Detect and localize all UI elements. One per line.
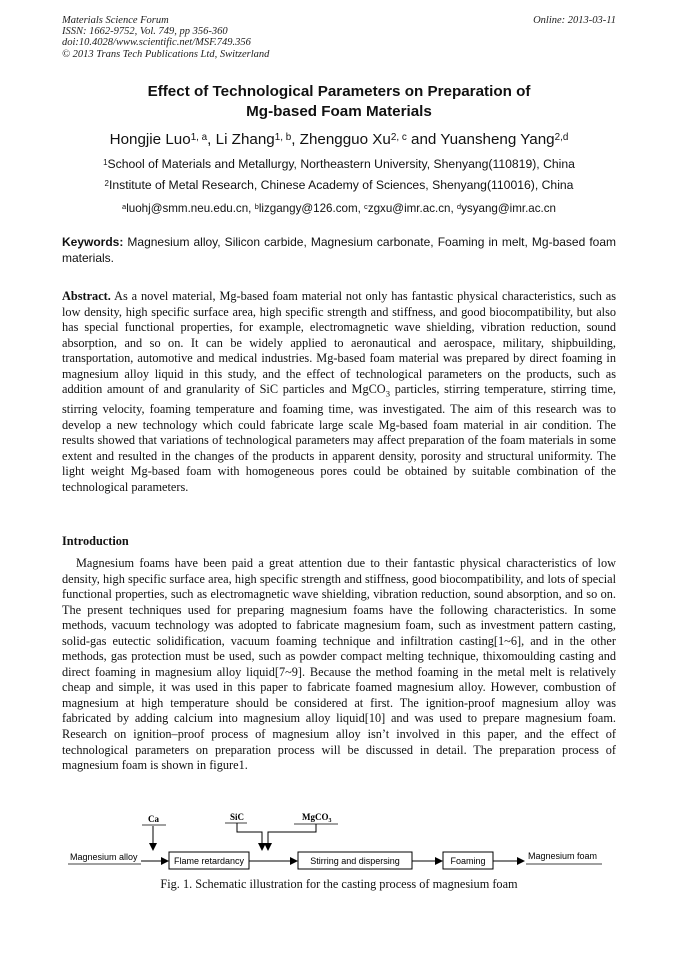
issn-line: ISSN: 1662-9752, Vol. 749, pp 356-360	[62, 26, 228, 38]
author-separator: ,	[207, 131, 216, 148]
author-separator: and	[406, 131, 441, 148]
affiliation-text: Institute of Metal Research, Chinese Academy of Sciences, Shenyang(110016), China	[108, 178, 574, 192]
author-name: Li Zhang	[215, 131, 275, 148]
author-name: Zhengguo Xu	[299, 131, 391, 148]
abstract-paragraph	[62, 289, 616, 496]
keywords-label: Keywords:	[62, 235, 124, 249]
start-label-magnesium-alloy: Magnesium alloy	[70, 852, 138, 862]
email-address: luohj@smm.neu.edu.cn,	[126, 202, 255, 215]
online-date: Online: 2013-03-11	[533, 15, 616, 26]
end-label-magnesium-foam: Magnesium foam	[528, 851, 598, 861]
journal-header	[62, 15, 616, 60]
step-label-foaming: Foaming	[450, 856, 486, 866]
mgco3-feed-arrow	[268, 824, 316, 850]
abstract-subscript: 3	[385, 388, 391, 399]
author-list	[62, 130, 616, 150]
email-mark: a	[122, 202, 127, 211]
author-affil-mark: 2, c	[390, 132, 407, 143]
affiliation-1	[62, 157, 616, 172]
author-emails	[62, 201, 616, 216]
email-mark: c	[364, 202, 368, 211]
abstract-label: Abstract.	[62, 289, 111, 303]
email-mark: b	[254, 202, 259, 211]
abstract-text-part-1: As a novel material, Mg-based foam material not only has fantastic physical characteristics, such as low density, high specific surface area, high specific strength and stiffness, and good biocompatibility, but also has special functional properties, for example, electromagnetic wave shielding, vibration reduction, sound absorption, and so on. It can be widely applied to aeronautical and aerospace, military, shipbuilding, transportation, automotive and medical industries. Mg-based foam material was prepared by direct foaming in magnesium alloy liquid in this study, and the effect of technological parameters on the products, such as addition amount of and granularity of SiC particles and MgCO	[62, 289, 616, 397]
author-separator: ,	[291, 131, 300, 148]
sic-feed-arrow	[237, 823, 262, 850]
title-line-2: Mg-based Foam Materials	[246, 103, 432, 120]
author-affil-mark: 2,d	[554, 132, 569, 143]
email-address: zgxu@imr.ac.cn,	[367, 202, 457, 215]
email-address: lizgangy@126.com,	[258, 202, 365, 215]
doi-line: doi:10.4028/www.scientific.net/MSF.749.356	[62, 37, 251, 49]
process-flow-diagram	[62, 806, 616, 874]
affiliation-mark: 1	[103, 158, 108, 167]
author-name: Yuansheng Yang	[440, 131, 555, 148]
keywords-paragraph	[62, 235, 616, 266]
affiliation-mark: 2	[104, 179, 109, 188]
step-label-stirring-dispersing: Stirring and dispersing	[310, 856, 400, 866]
introduction-paragraph: Magnesium foams have been paid a great attention due to their fantastic physical characteristics of low density, high specific surface area, high specific strength and stiffness, good biocompatibility, and lots of special functional properties, such as electromagnetic wave shielding, vibration reduction, sound absorption, and so on. The present techniques used for preparing magnesium foams have the following characteristics. In some methods, vacuum technology was adopted to fabricate magnesium foam, such as investment pattern casting, solid-gas eutectic solidification, vacuum foaming technique and infiltration casting[1~6], and in the other methods, gas protection must be used, such as powder compact melting technique, thixomoulding casting and direct foaming in magnesium alloy liquid[7~9]. Because the method foaming in the metal melt is relatively cheap and simple, it was used in this paper to fabricate foamed magnesium alloy. However, combustion of magnesium at high temperature should be considered at first. The ignition-proof magnesium alloy was fabricated by adding calcium into magnesium alloy liquid[10] and was used to prepare magnesium foam. Research on ignition–proof process of magnesium alloy isn’t involved in this paper, and the effect of technological parameters on preparation process will be discussed in detail. The preparation process of magnesium foam is shown in figure1.	[62, 556, 616, 773]
figure-caption: Fig. 1. Schematic illustration for the casting process of magnesium foam	[160, 877, 518, 891]
email-address: ysyang@imr.ac.cn	[461, 202, 556, 215]
author-name: Hongjie Luo	[109, 131, 191, 148]
copyright-line: © 2013 Trans Tech Publications Ltd, Switzerland	[62, 48, 270, 60]
author-affil-mark: 1, a	[190, 132, 208, 143]
section-heading-introduction: Introduction	[62, 534, 129, 548]
input-label-mgco3: MgCO$_3$	[302, 812, 332, 824]
paper-title	[62, 82, 616, 122]
step-label-flame-retardancy: Flame retardancy	[173, 856, 245, 866]
affiliation-2	[62, 178, 616, 193]
input-label-sic: SiC	[230, 812, 245, 822]
title-line-1: Effect of Technological Parameters on Preparation of	[147, 83, 531, 100]
affiliation-text: School of Materials and Metallurgy, Northeastern University, Shenyang(110819), China	[107, 157, 575, 171]
author-affil-mark: 1, b	[274, 132, 292, 143]
email-mark: d	[456, 202, 462, 211]
abstract-text-part-2: particles, stirring temperature, stirring time, stirring velocity, foaming temperature and foaming time, was investigated. The aim of this research was to develop a new technology which could fabricate large scale Mg-based foam material in air condition. The results showed that variations of technological parameters may affect preparation of the foam materials in some extent and resulted in the changes of the products in apparent density, porosity and structural uniformity. The light weight Mg-based foam with homogeneous pores could be obtained by suitable combination of the technological parameters.	[62, 382, 616, 495]
keywords-text: Magnesium alloy, Silicon carbide, Magnesium carbonate, Foaming in melt, Mg-based foam materials.	[62, 235, 616, 265]
journal-name: Materials Science Forum	[62, 15, 169, 26]
input-label-ca: Ca	[148, 814, 159, 824]
